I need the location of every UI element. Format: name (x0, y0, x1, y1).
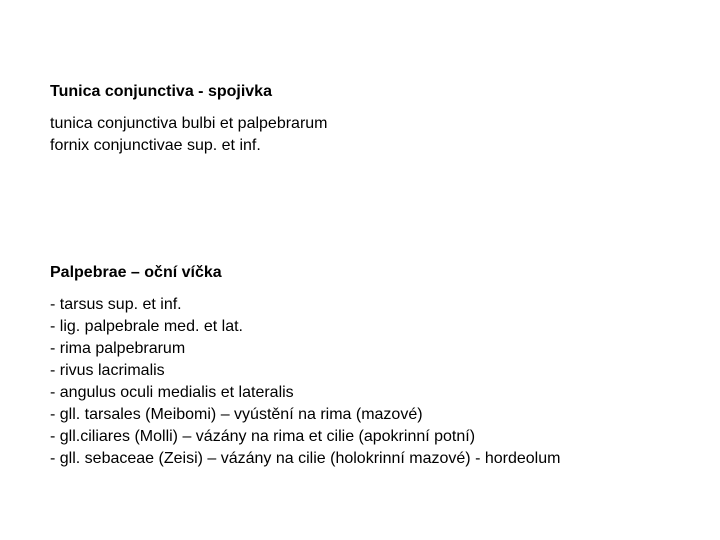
list-item: - gll. tarsales (Meibomi) – vyústění na rima (mazové) (50, 406, 423, 423)
list-item: tunica conjunctiva bulbi et palpebrarum (50, 115, 328, 132)
list-item: - lig. palpebrale med. et lat. (50, 318, 243, 335)
list-item: - tarsus sup. et inf. (50, 296, 182, 313)
section-heading: Tunica conjunctiva - spojivka (50, 83, 272, 100)
section-heading: Palpebrae – oční víčka (50, 264, 222, 281)
section-palpebrae (50, 262, 560, 470)
list-item: - gll.ciliares (Molli) – vázány na rima et cilie (apokrinní potní) (50, 428, 476, 445)
section-conjunctiva (50, 81, 328, 157)
list-item: - rima palpebrarum (50, 340, 186, 357)
term-list (50, 294, 560, 470)
list-item: - angulus oculi medialis et lateralis (50, 384, 294, 401)
term-list (50, 113, 328, 157)
list-item: - rivus lacrimalis (50, 362, 165, 379)
list-item: - gll. sebaceae (Zeisi) – vázány na cilie (holokrinní mazové) - hordeolum (50, 450, 561, 467)
list-item: fornix conjunctivae sup. et inf. (50, 137, 261, 154)
